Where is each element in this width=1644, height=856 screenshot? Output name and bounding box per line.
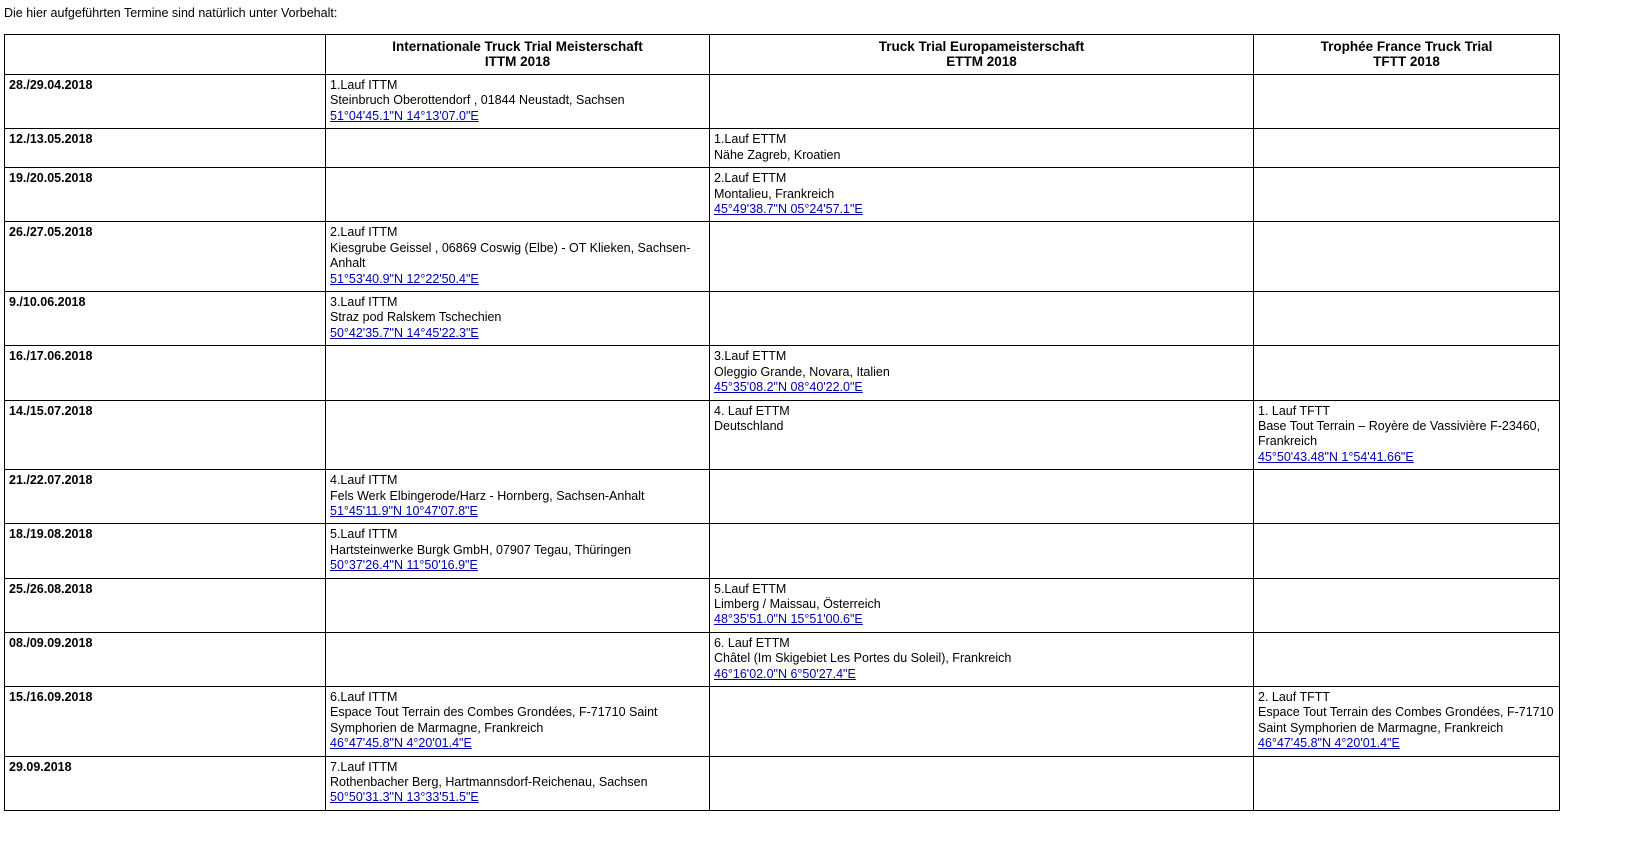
event-cell-tftt xyxy=(1254,168,1560,222)
event-cell-ittm xyxy=(326,222,710,292)
event-location: Rothenbacher Berg, Hartmannsdorf-Reichenau, Sachsen xyxy=(330,775,648,790)
event-cell-tftt xyxy=(1254,222,1560,292)
event-title: 1.Lauf ETTM xyxy=(714,132,787,147)
event-location: Montalieu, Frankreich xyxy=(714,186,835,201)
coordinates-link[interactable]: 45°49'38.7"N 05°24'57.1"E xyxy=(714,202,863,217)
event-cell-ittm xyxy=(326,524,710,578)
event-date: 16./17.06.2018 xyxy=(5,346,326,400)
event-cell-ettm xyxy=(710,168,1254,222)
event-cell-tftt xyxy=(1254,756,1560,810)
table-row xyxy=(5,222,1560,292)
event-cell-tftt xyxy=(1254,687,1560,757)
event-cell-tftt xyxy=(1254,524,1560,578)
table-row xyxy=(5,578,1560,632)
event-cell-ittm xyxy=(326,129,710,168)
event-title: 3.Lauf ETTM xyxy=(714,349,787,364)
coordinates-link[interactable]: 51°53'40.9"N 12°22'50.4"E xyxy=(330,271,479,286)
event-cell-ettm xyxy=(710,524,1254,578)
event-location: Oleggio Grande, Novara, Italien xyxy=(714,364,890,379)
header-tftt-code: TFTT 2018 xyxy=(1373,54,1440,69)
event-location: Hartsteinwerke Burgk GmbH, 07907 Tegau, Thüringen xyxy=(330,542,632,557)
event-location: Base Tout Terrain – Royère de Vassivière F-23460, Frankreich xyxy=(1258,418,1541,449)
header-tftt-name: Trophée France Truck Trial xyxy=(1320,39,1493,54)
event-date: 21./22.07.2018 xyxy=(5,470,326,524)
event-date: 18./19.08.2018 xyxy=(5,524,326,578)
coordinates-link[interactable]: 48°35'51.0"N 15°51'00.6"E xyxy=(714,612,863,627)
event-date: 12./13.05.2018 xyxy=(5,129,326,168)
event-title: 1. Lauf TFTT xyxy=(1258,403,1331,418)
event-location: Espace Tout Terrain des Combes Grondées, F-71710 Saint Symphorien de Marmagne, Frankreich xyxy=(330,705,658,735)
event-title: 2. Lauf TFTT xyxy=(1258,690,1331,704)
table-row xyxy=(5,168,1560,222)
event-date: 26./27.05.2018 xyxy=(5,222,326,292)
event-date: 28./29.04.2018 xyxy=(5,75,326,129)
table-row xyxy=(5,632,1560,686)
event-cell-ettm xyxy=(710,129,1254,168)
header-ettm-name: Truck Trial Europameisterschaft xyxy=(878,39,1085,54)
event-cell-ittm xyxy=(326,470,710,524)
event-location: Deutschland xyxy=(714,418,784,433)
header-ettm xyxy=(710,35,1254,75)
event-location: Nähe Zagreb, Kroatien xyxy=(714,147,841,162)
event-location: Straz pod Ralskem Tschechien xyxy=(330,310,502,325)
table-row xyxy=(5,756,1560,810)
event-cell-tftt xyxy=(1254,632,1560,686)
event-location: Espace Tout Terrain des Combes Grondées, F-71710 Saint Symphorien de Marmagne, Frankreich xyxy=(1258,705,1554,735)
event-cell-ettm xyxy=(710,400,1254,470)
event-cell-tftt xyxy=(1254,129,1560,168)
header-ittm xyxy=(326,35,710,75)
event-cell-ittm xyxy=(326,168,710,222)
event-date: 14./15.07.2018 xyxy=(5,400,326,470)
event-title: 4.Lauf ITTM xyxy=(330,473,398,488)
header-ittm-code: ITTM 2018 xyxy=(484,54,551,69)
event-title: 3.Lauf ITTM xyxy=(330,295,398,310)
event-location: Steinbruch Oberottendorf , 01844 Neustadt, Sachsen xyxy=(330,93,625,108)
table-row xyxy=(5,292,1560,346)
event-cell-ettm xyxy=(710,578,1254,632)
event-date: 15./16.09.2018 xyxy=(5,687,326,757)
event-cell-tftt xyxy=(1254,346,1560,400)
table-row xyxy=(5,75,1560,129)
event-cell-ettm xyxy=(710,756,1254,810)
table-row xyxy=(5,346,1560,400)
coordinates-link[interactable]: 51°45'11.9"N 10°47'07.8"E xyxy=(330,503,478,518)
event-cell-ittm xyxy=(326,756,710,810)
event-cell-tftt xyxy=(1254,578,1560,632)
coordinates-link[interactable]: 46°47'45.8"N 4°20'01.4"E xyxy=(1258,736,1400,751)
table-header-row xyxy=(5,35,1560,75)
event-title: 2.Lauf ETTM xyxy=(714,171,787,186)
table-row xyxy=(5,524,1560,578)
table-row xyxy=(5,470,1560,524)
event-cell-ettm xyxy=(710,222,1254,292)
coordinates-link[interactable]: 50°42'35.7"N 14°45'22.3"E xyxy=(330,325,479,340)
header-ettm-code: ETTM 2018 xyxy=(946,54,1017,69)
table-body xyxy=(5,75,1560,811)
event-date: 9./10.06.2018 xyxy=(5,292,326,346)
event-title: 1.Lauf ITTM xyxy=(330,78,398,92)
event-location: Châtel (Im Skigebiet Les Portes du Soleil), Frankreich xyxy=(714,651,1012,666)
event-cell-ittm xyxy=(326,400,710,470)
table-row xyxy=(5,400,1560,470)
event-title: 5.Lauf ITTM xyxy=(330,527,398,542)
event-title: 5.Lauf ETTM xyxy=(714,581,787,596)
header-date xyxy=(5,35,326,75)
coordinates-link[interactable]: 46°16'02.0"N 6°50'27.4"E xyxy=(714,666,856,681)
coordinates-link[interactable]: 46°47'45.8"N 4°20'01.4"E xyxy=(330,736,472,751)
intro-text: Die hier aufgeführten Termine sind natürlich unter Vorbehalt: xyxy=(4,6,338,20)
event-cell-tftt xyxy=(1254,292,1560,346)
event-title: 4. Lauf ETTM xyxy=(714,403,790,418)
event-cell-ittm xyxy=(326,292,710,346)
event-cell-ittm xyxy=(326,578,710,632)
header-tftt xyxy=(1254,35,1560,75)
coordinates-link[interactable]: 45°35'08.2"N 08°40'22.0"E xyxy=(714,380,863,395)
event-cell-ettm xyxy=(710,470,1254,524)
event-date: 29.09.2018 xyxy=(5,756,326,810)
event-title: 2.Lauf ITTM xyxy=(330,225,398,240)
table-row xyxy=(5,129,1560,168)
event-cell-ettm xyxy=(710,687,1254,757)
event-cell-ittm xyxy=(326,75,710,129)
event-cell-ettm xyxy=(710,75,1254,129)
event-title: 6.Lauf ITTM xyxy=(330,690,398,704)
event-date: 19./20.05.2018 xyxy=(5,168,326,222)
event-cell-ittm xyxy=(326,346,710,400)
event-location: Fels Werk Elbingerode/Harz - Hornberg, Sachsen-Anhalt xyxy=(330,488,645,503)
event-location: Kiesgrube Geissel , 06869 Coswig (Elbe) - OT Klieken, Sachsen-Anhalt xyxy=(330,240,691,271)
event-cell-tftt xyxy=(1254,470,1560,524)
event-cell-tftt xyxy=(1254,400,1560,470)
event-cell-ittm xyxy=(326,687,710,757)
header-ittm-name: Internationale Truck Trial Meisterschaft xyxy=(392,39,643,54)
event-date: 08./09.09.2018 xyxy=(5,632,326,686)
event-location: Limberg / Maissau, Österreich xyxy=(714,596,881,611)
event-cell-ettm xyxy=(710,632,1254,686)
coordinates-link[interactable]: 50°37'26.4"N 11°50'16.9"E xyxy=(330,558,478,573)
event-cell-ettm xyxy=(710,292,1254,346)
coordinates-link[interactable]: 45°50'43.48"N 1°54'41.66"E xyxy=(1258,449,1414,464)
event-cell-ettm xyxy=(710,346,1254,400)
event-schedule-table xyxy=(4,34,1560,811)
table-row xyxy=(5,687,1560,757)
event-title: 6. Lauf ETTM xyxy=(714,635,790,650)
event-title: 7.Lauf ITTM xyxy=(330,759,398,774)
event-date: 25./26.08.2018 xyxy=(5,578,326,632)
event-cell-ittm xyxy=(326,632,710,686)
coordinates-link[interactable]: 50°50'31.3"N 13°33'51.5"E xyxy=(330,790,479,805)
event-cell-tftt xyxy=(1254,75,1560,129)
coordinates-link[interactable]: 51°04'45.1"N 14°13'07.0"E xyxy=(330,108,479,123)
